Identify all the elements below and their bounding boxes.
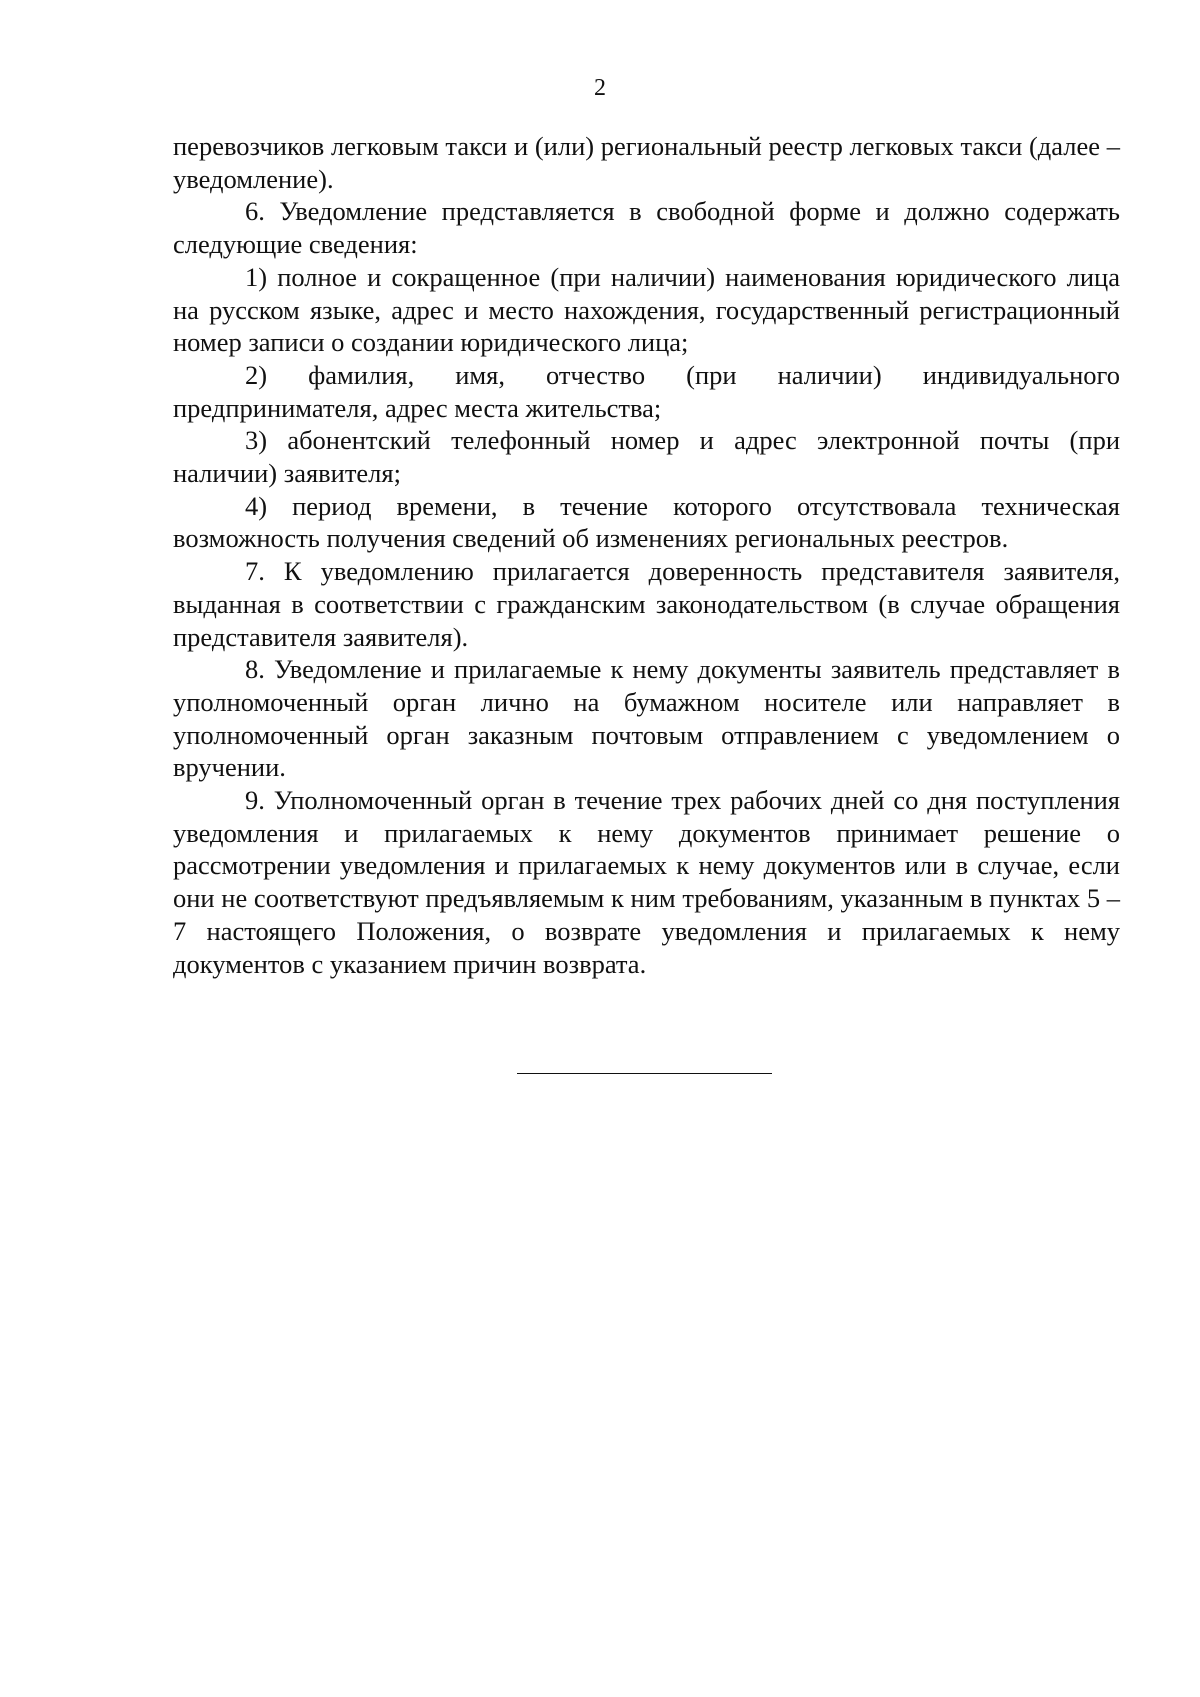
paragraph-item-7: 7. К уведомлению прилагается доверенность представителя заявителя, выданная в соответствии с гражданским законодательством (в случае обращения представителя заявителя). [173,556,1120,652]
paragraph-subitem-3: 3) абонентский телефонный номер и адрес электронной почты (при наличии) заявителя; [173,425,1120,489]
paragraph-subitem-4: 4) период времени, в течение которого отсутствовала техническая возможность получения сведений об изменениях региональных реестров. [173,490,1120,554]
document-body [173,130,1120,980]
paragraph-item-6: 6. Уведомление представляется в свободной форме и должно содержать следующие сведения: [173,196,1120,260]
page-number: 2 [594,75,606,101]
paragraph-subitem-1: 1) полное и сокращенное (при наличии) наименования юридического лица на русском языке, адрес и место нахождения, государственный регистрационный номер записи о создании юридического лица; [173,261,1120,358]
paragraph-continuation: перевозчиков легковым такси и (или) региональный реестр легковых такси (далее – уведомление). [173,131,1120,194]
paragraph-item-9: 9. Уполномоченный орган в течение трех рабочих дней со дня поступления уведомления и прилагаемых к нему документов принимает решение о рассмотрении уведомления и прилагаемых к нему документов или в случае, если они не соответствуют предъявляемым к ним требованиям, указанным в пунктах 5 – 7 настоящего Положения, о возврате уведомления и прилагаемых к нему документов с указанием причин возврата. [173,785,1120,979]
end-separator-line [517,1073,772,1074]
paragraph-subitem-2: 2) фамилия, имя, отчество (при наличии) индивидуального предпринимателя, адрес места жительства; [173,359,1120,423]
paragraph-item-8: 8. Уведомление и прилагаемые к нему документы заявитель представляет в уполномоченный орган лично на бумажном носителе или направляет в уполномоченный орган заказным почтовым отправлением с уведомлением о вручении. [173,654,1120,783]
